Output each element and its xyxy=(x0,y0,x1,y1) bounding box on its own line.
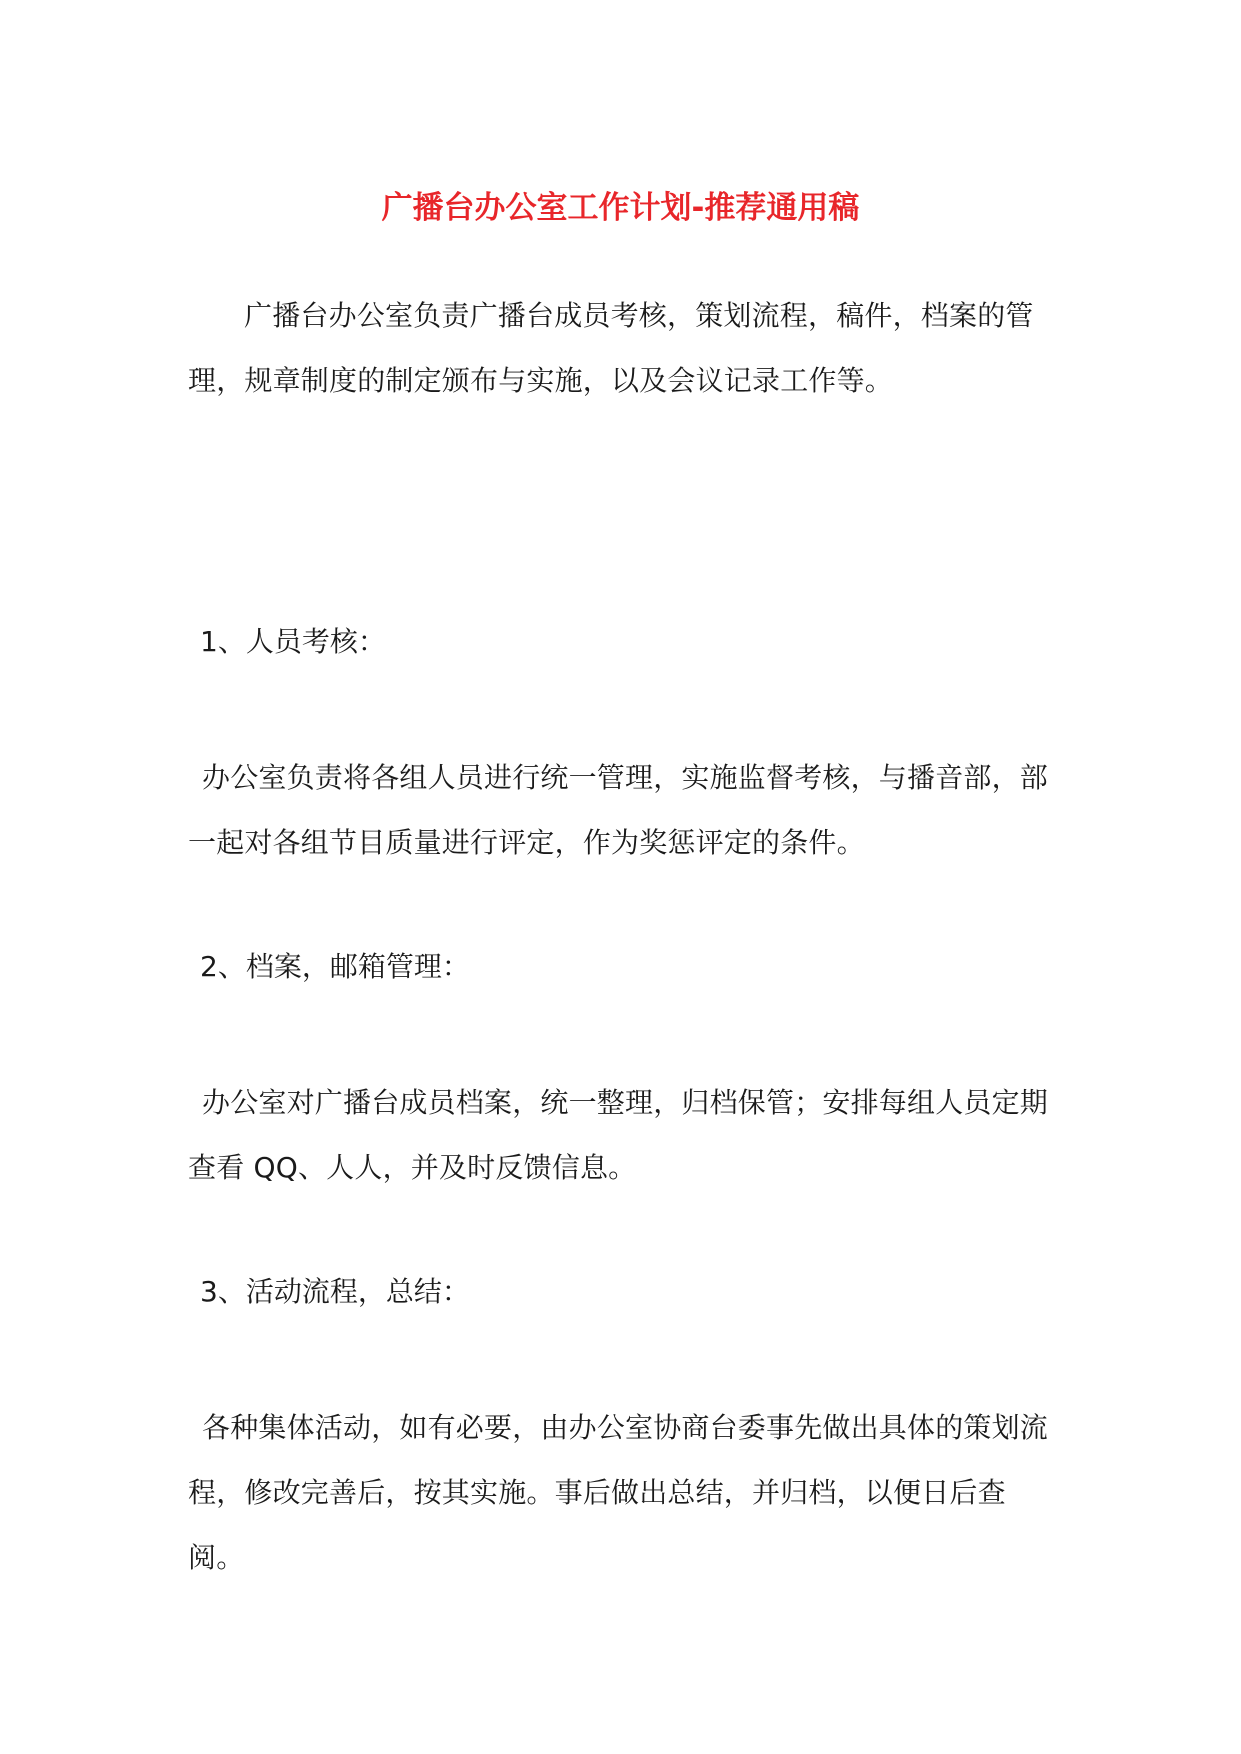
section-heading-archives-mailbox: 2、档案，邮箱管理： xyxy=(200,950,470,983)
section-body-activity-process: 各种集体活动，如有必要，由办公室协商台委事先做出具体的策划流程，修改完善后，按其实施。事后做出总结，并归档，以便日后查阅。 xyxy=(188,1411,1049,1574)
section-heading-activity-process: 3、活动流程，总结： xyxy=(200,1275,470,1308)
intro-paragraph: 广播台办公室负责广播台成员考核，策划流程，稿件，档案的管理，规章制度的制定颁布与实施，以及会议记录工作等。 xyxy=(188,299,1034,397)
section-heading-personnel-assessment: 1、人员考核： xyxy=(200,625,386,658)
section-body-archives-mailbox: 办公室对广播台成员档案，统一整理，归档保管；安排每组人员定期查看 QQ、人人，并及时反馈信息。 xyxy=(188,1086,1049,1184)
document-title: 广播台办公室工作计划-推荐通用稿 xyxy=(381,189,860,226)
section-body-personnel-assessment: 办公室负责将各组人员进行统一管理，实施监督考核，与播音部，部一起对各组节目质量进行评定，作为奖惩评定的条件。 xyxy=(188,761,1049,859)
